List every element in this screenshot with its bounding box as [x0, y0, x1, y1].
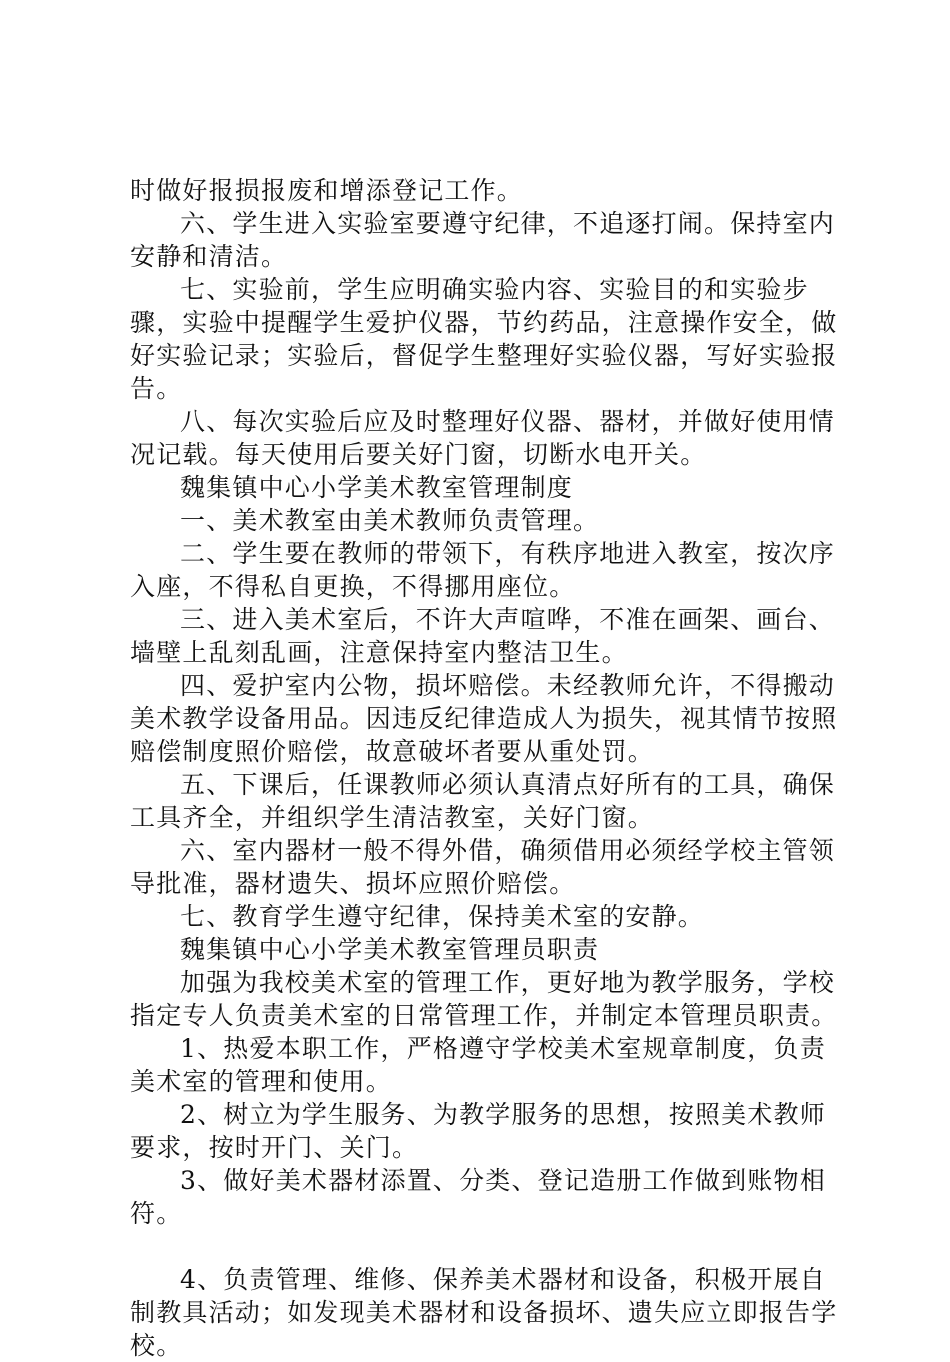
duties-intro: 加强为我校美术室的管理工作，更好地为教学服务，学校指定专人负责美术室的日常管理工作，并制定本管理员职责。: [130, 968, 838, 1030]
lab-rule-6: 六、学生进入实验室要遵守纪律，不追逐打闹。保持室内安静和清洁。: [130, 209, 836, 271]
section-heading-art-room-rules: 魏集镇中心小学美术教室管理制度: [180, 473, 574, 502]
art-rule-1: 一、美术教室由美术教师负责管理。: [180, 506, 600, 535]
lab-rule-8: 八、每次实验后应及时整理好仪器、器材，并做好使用情况记载。每天使用后要关好门窗，切断水电开关。: [130, 407, 836, 469]
section-heading-admin-duties: 魏集镇中心小学美术教室管理员职责: [180, 935, 600, 964]
art-rule-7: 七、教育学生遵守纪律，保持美术室的安静。: [180, 902, 705, 931]
duty-4: 4、负责管理、维修、保养美术器材和设备，积极开展自制教具活动；如发现美术器材和设备损坏、遗失应立即报告学校。: [130, 1265, 838, 1360]
lab-rule-7: 七、实验前，学生应明确实验内容、实验目的和实验步骤，实验中提醒学生爱护仪器，节约药品，注意操作安全，做好实验记录；实验后，督促学生整理好实验仪器，写好实验报告。: [130, 275, 838, 403]
paragraph-continuation: 时做好报损报废和增添登记工作。: [130, 176, 524, 205]
duty-3: 3、做好美术器材添置、分类、登记造册工作做到账物相符。: [130, 1166, 826, 1228]
art-rule-4: 四、爱护室内公物，损坏赔偿。未经教师允许，不得搬动美术教学设备用品。因违反纪律造成人为损失，视其情节按照赔偿制度照价赔偿，故意破坏者要从重处罚。: [130, 671, 838, 766]
duty-2: 2、树立为学生服务、为教学服务的思想，按照美术教师要求，按时开门、关门。: [130, 1100, 826, 1162]
duty-1: 1、热爱本职工作，严格遵守学校美术室规章制度，负责美术室的管理和使用。: [130, 1034, 826, 1096]
document-body: [130, 174, 840, 1362]
art-rule-6: 六、室内器材一般不得外借，确须借用必须经学校主管领导批准，器材遗失、损坏应照价赔偿。: [130, 836, 836, 898]
art-rule-2: 二、学生要在教师的带领下，有秩序地进入教室，按次序入座，不得私自更换，不得挪用座位。: [130, 539, 836, 601]
art-rule-3: 三、进入美术室后，不许大声喧哗，不准在画架、画台、墙壁上乱刻乱画，注意保持室内整洁卫生。: [130, 605, 836, 667]
art-rule-5: 五、下课后，任课教师必须认真清点好所有的工具，确保工具齐全，并组织学生清洁教室，关好门窗。: [130, 770, 836, 832]
